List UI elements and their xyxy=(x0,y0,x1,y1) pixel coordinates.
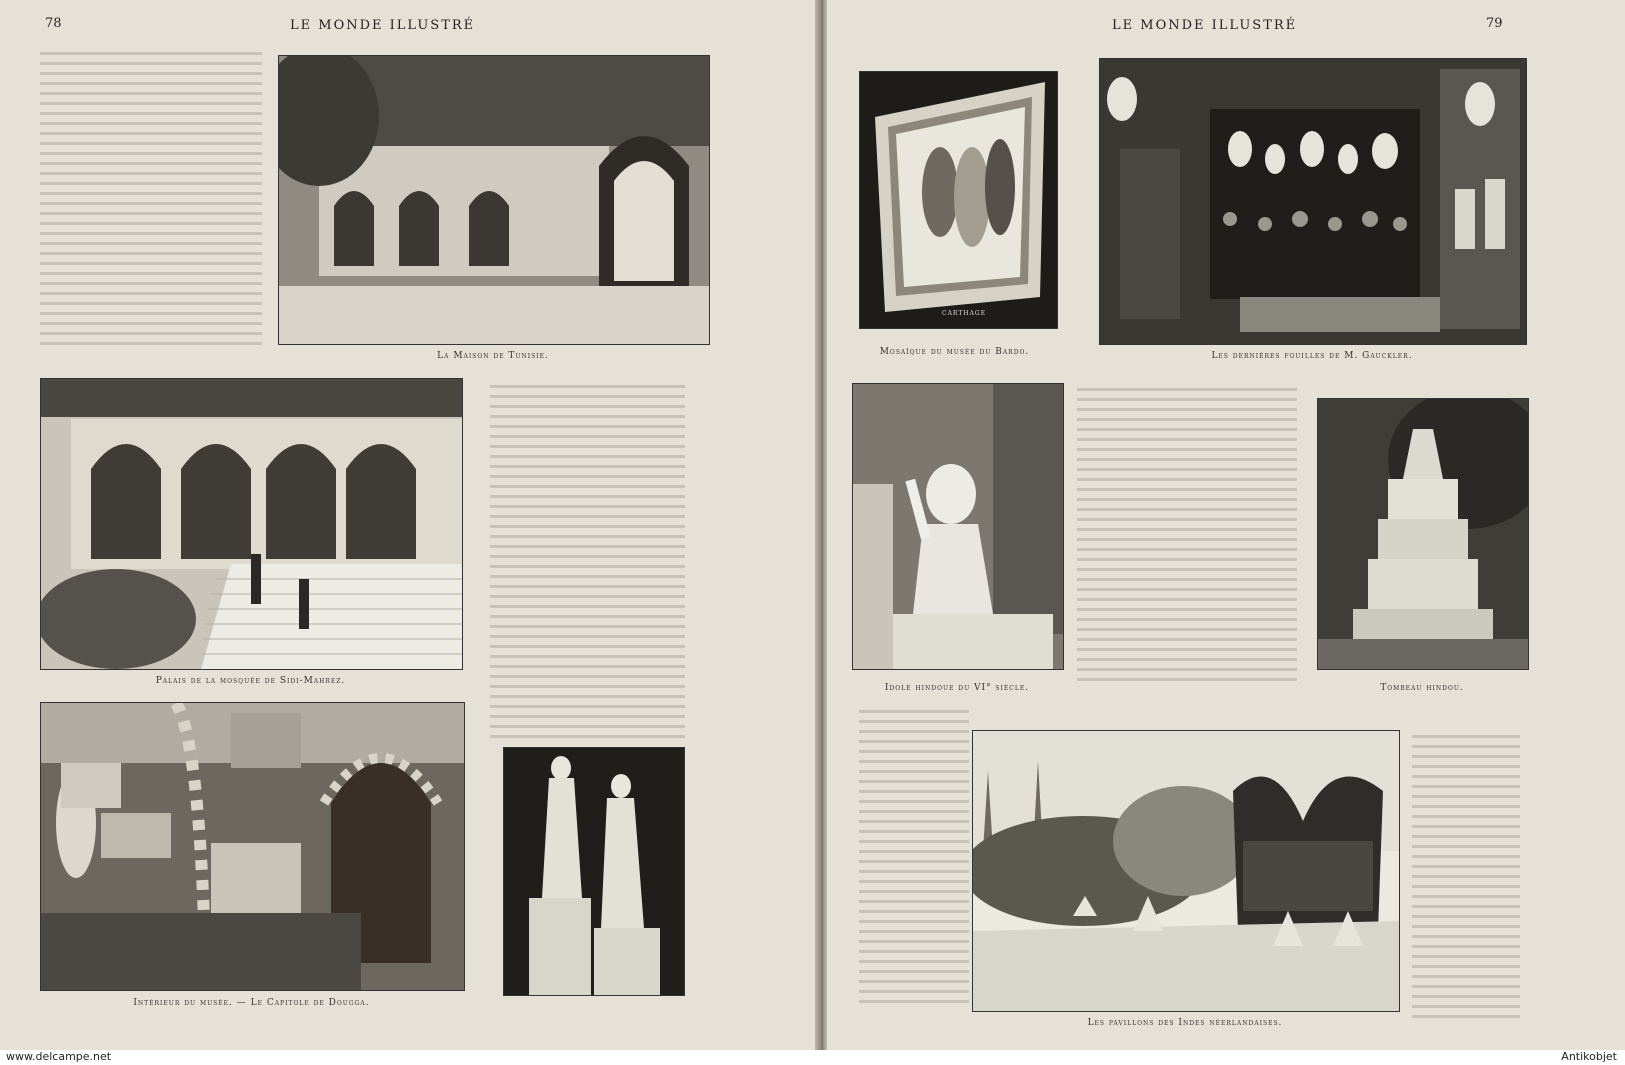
photo-fouilles-gauckler xyxy=(1099,58,1527,345)
right-running-head: LE MONDE ILLUSTRÉ xyxy=(1112,18,1298,33)
photo-statues xyxy=(503,747,685,996)
caption-mosaique: Mosaïque du musée du Bardo. xyxy=(879,347,1030,357)
photo-tombeau-hindou xyxy=(1317,398,1529,670)
caption-idole: Idole hindoue du VI° siècle. xyxy=(884,683,1030,693)
photo-interieur-musee xyxy=(40,702,465,991)
watermark-right: Antikobjet xyxy=(1561,1050,1617,1063)
photo-pavillons-indes xyxy=(972,730,1400,1012)
caption-interieur: Intérieur du musée. — Le Capitole de Dougga. xyxy=(133,998,370,1008)
photo-mosaique xyxy=(859,71,1058,329)
photo-idole-hindoue xyxy=(852,383,1064,670)
left-page xyxy=(0,0,817,1050)
text-column xyxy=(1412,735,1520,1025)
caption-palais: Palais de la mosquée de Sidi-Mahrez. xyxy=(155,676,346,686)
footer-bar xyxy=(0,1050,1625,1065)
caption-tombeau: Tombeau hindou. xyxy=(1380,683,1464,693)
right-page-number: 79 xyxy=(1486,16,1503,31)
text-column xyxy=(490,385,685,740)
left-page-number: 78 xyxy=(45,16,62,31)
caption-fouilles: Les dernières fouilles de M. Gauckler. xyxy=(1211,351,1413,361)
photo-palais-mosquee xyxy=(40,378,463,670)
mosaic-label: CARTHAGE xyxy=(942,310,987,317)
text-column xyxy=(859,710,969,1010)
photo-maison-de-tunisie xyxy=(278,55,710,345)
caption-maison: La Maison de Tunisie. xyxy=(437,351,549,361)
caption-pavillons: Les pavillons des Indes néerlandaises. xyxy=(1087,1018,1283,1028)
right-page xyxy=(827,0,1625,1050)
text-column xyxy=(40,52,262,352)
watermark-left: www.delcampe.net xyxy=(6,1050,112,1063)
left-running-head: LE MONDE ILLUSTRÉ xyxy=(290,18,476,33)
text-column xyxy=(1077,388,1297,688)
